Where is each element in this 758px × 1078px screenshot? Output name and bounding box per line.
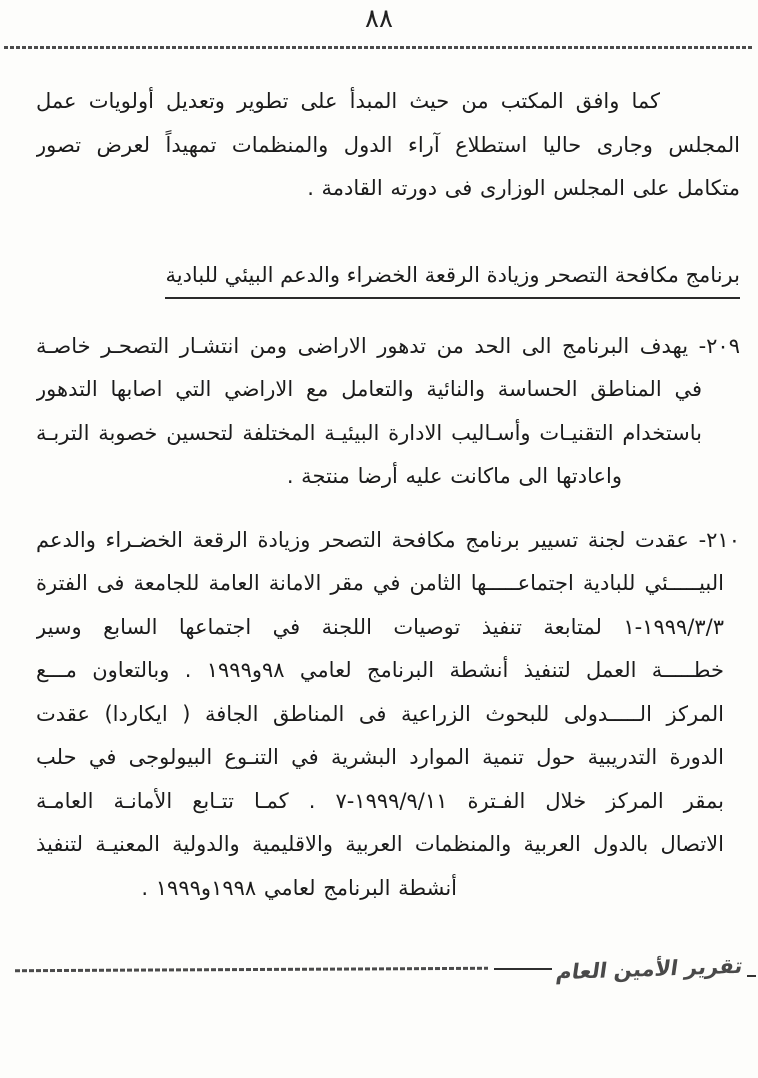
footer-short-dash (494, 968, 552, 970)
paragraph-210-line: ١٩٩٩/٣/٣-١ لمتابعة تنفيذ توصيات اللجنة في اجتماعها السابع وسير (36, 614, 724, 639)
paragraph-210-line: بمقر المركز خلال الفـترة ١٩٩٩/٩/١١-٧ . كمـا تتـابع الأمانـة العامـة (36, 788, 724, 813)
page-footer (15, 946, 756, 992)
paragraph-210-line: البيـــــئي للبادية اجتماعـــــها الثامن في مقر الامانة العامة للجامعة فى الفترة (36, 571, 724, 595)
paragraph-210-line: ٢١٠- عقدت لجنة تسيير برنامج مكافحة التصحر وزيادة الرقعة الخضـراء والدعم (36, 527, 740, 552)
section-heading: برنامج مكافحة التصحر وزيادة الرقعة الخضراء والدعم البيئي للبادية (165, 257, 740, 299)
footer-tick-line (747, 975, 756, 977)
intro-line: كما وافق المكتب من حيث المبدأ على تطوير وتعديل أولويات عمل (36, 89, 660, 113)
top-divider-rule (4, 46, 754, 49)
secretary-general-report-signature: تقرير الأمين العام (554, 953, 745, 985)
paragraph-209-line: في المناطق الحساسة والنائية والتعامل مع الاراضي التي اصابها التدهور (36, 377, 702, 401)
section-heading-row (36, 257, 740, 299)
paragraph-210-line: أنشطة البرنامج لعامي ١٩٩٨و١٩٩٩ . (141, 875, 457, 900)
paragraph-209-line: ٢٠٩- يهدف البرنامج الى الحد من تدهور الاراضى ومن انتشـار التصحـر خاصـة (36, 333, 740, 358)
paragraph-210-line: الدورة التدريبية حول تنمية الموارد البشرية في التنـوع البيولوجى في حلب (36, 745, 724, 769)
intro-line: متكامل على المجلس الوزارى فى دورته القادمة . (307, 176, 740, 200)
page-content (36, 80, 740, 910)
footer-dashed-rule (15, 966, 488, 971)
paragraph-210 (36, 519, 740, 911)
paragraph-210-line: خطـــــة العمل لتنفيذ أنشطة البرنامج لعامي ٩٨و١٩٩٩ . وبالتعاون مـــع (36, 658, 725, 682)
paragraph-209-line: واعادتها الى ماكانت عليه أرضا منتجة . (286, 464, 622, 488)
paragraph-209-line: باستخدام التقنيـات وأسـاليب الادارة البيئيـة المختلفة لتحسين خصوبة التربـة (36, 420, 702, 445)
paragraph-210-line: الاتصال بالدول العربية والمنظمات العربية والاقليمية والدولية المعنيـة لتنفيذ (36, 832, 724, 856)
intro-line: المجلس وجارى حاليا استطلاع آراء الدول والمنظمات تمهيداً لعرض تصور (36, 132, 740, 157)
intro-paragraph (36, 80, 740, 211)
page-number: ٨٨ (365, 4, 393, 34)
paragraph-209 (36, 325, 740, 499)
paragraph-210-line: المركز الـــــدولى للبحوث الزراعية فى المناطق الجافة ( ايكاردا) عقدت (36, 701, 724, 726)
